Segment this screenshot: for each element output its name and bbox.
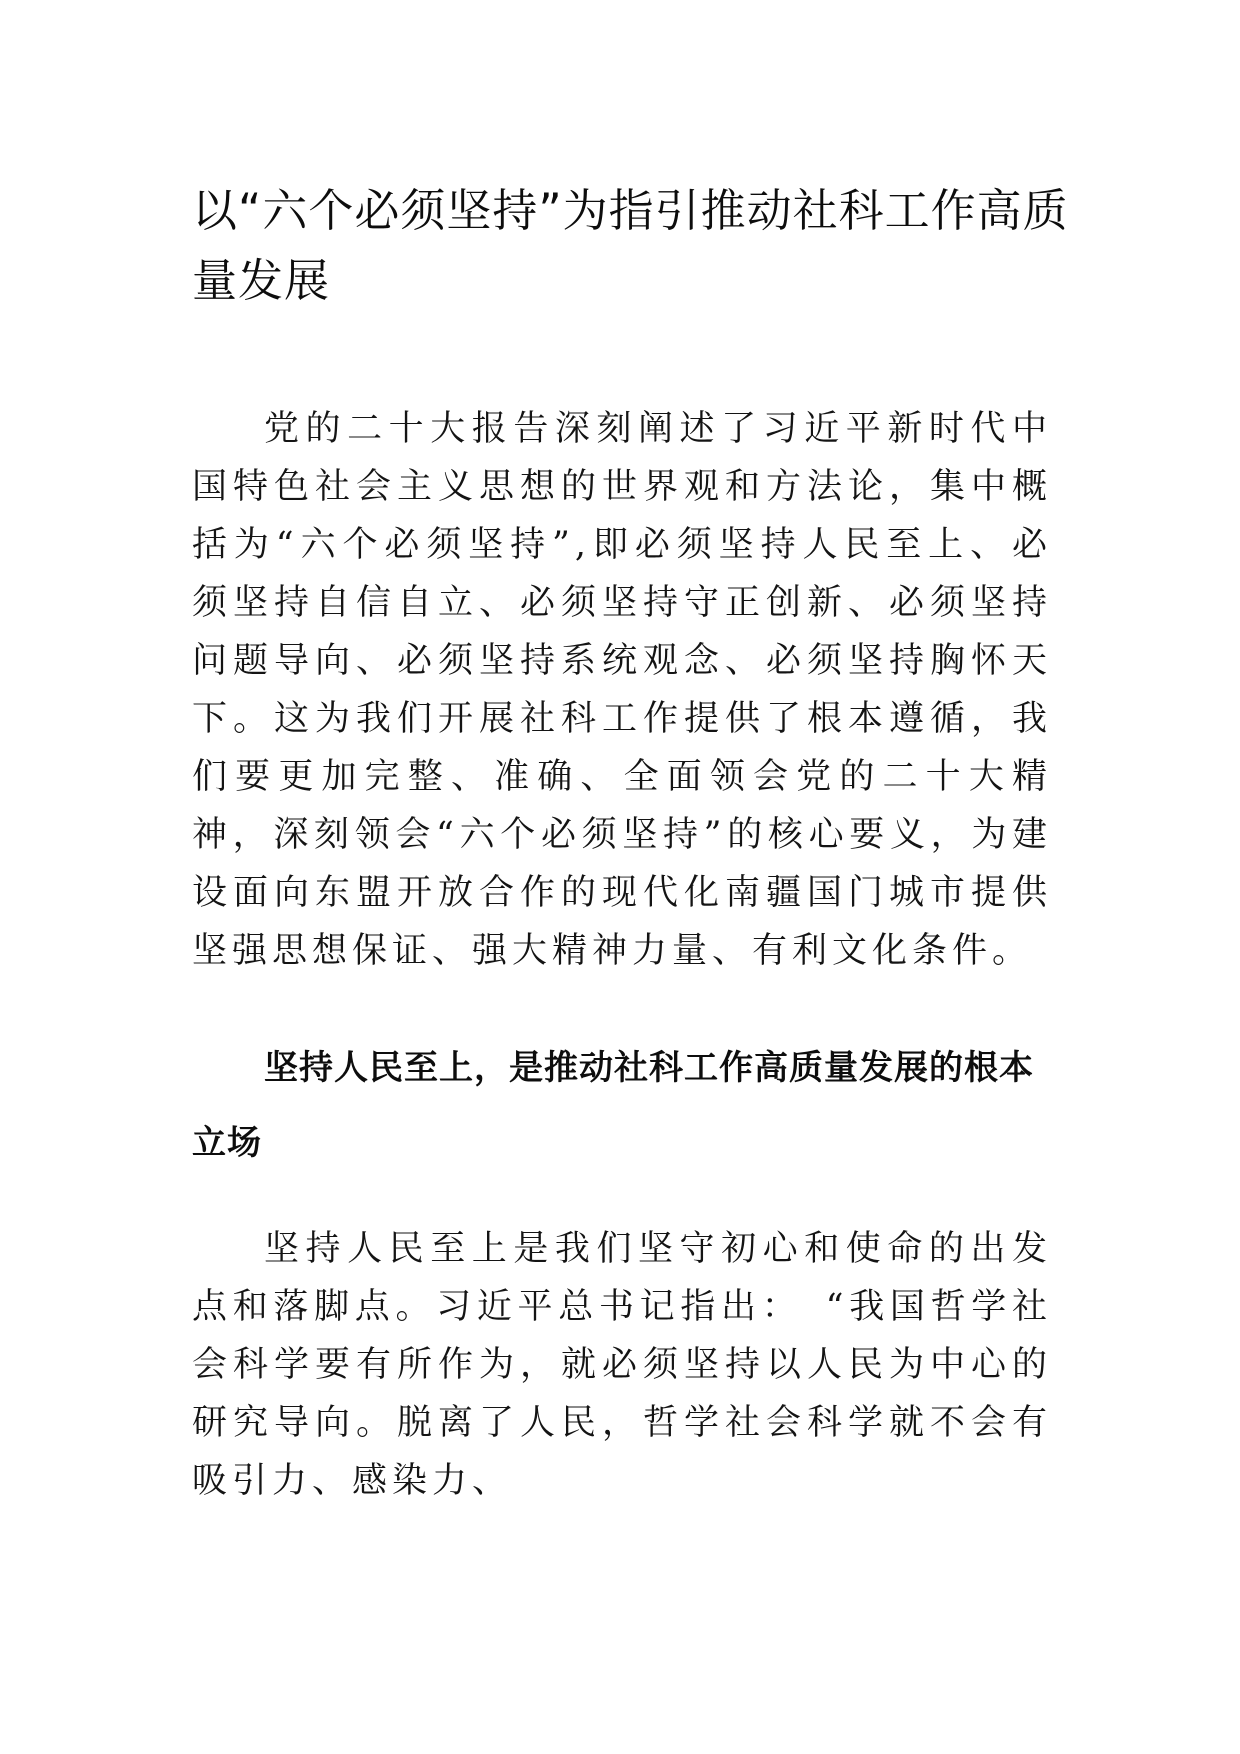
intro-paragraph: 党的二十大报告深刻阐述了习近平新时代中国特色社会主义思想的世界观和方法论，集中概括为“六个必须坚持”,即必须坚持人民至上、必须坚持自信自立、必须坚持守正创新、必须坚持问题导向、必须坚持系统观念、必须坚持胸怀天下。这为我们开展社科工作提供了根本遵循，我们要更加完整、准确、全面领会党的二十大精神，深刻领会“六个必须坚持”的核心要义，为建设面向东盟开放合作的现代化南疆国门城市提供坚强思想保证、强大精神力量、有利文化条件。: [192, 409, 1052, 971]
section-paragraph: 坚持人民至上是我们坚守初心和使命的出发点和落脚点。习近平总书记指出： “我国哲学社会科学要有所作为，就必须坚持以人民为中心的研究导向。脱离了人民，哲学社会科学就不会有吸引力、感染力、: [192, 1229, 1052, 1501]
document-title: 以“六个必须坚持”为指引推动社科工作高质量发展: [192, 184, 1069, 307]
section-heading: 坚持人民至上，是推动社科工作高质量发展的根本立场: [192, 1048, 1034, 1163]
